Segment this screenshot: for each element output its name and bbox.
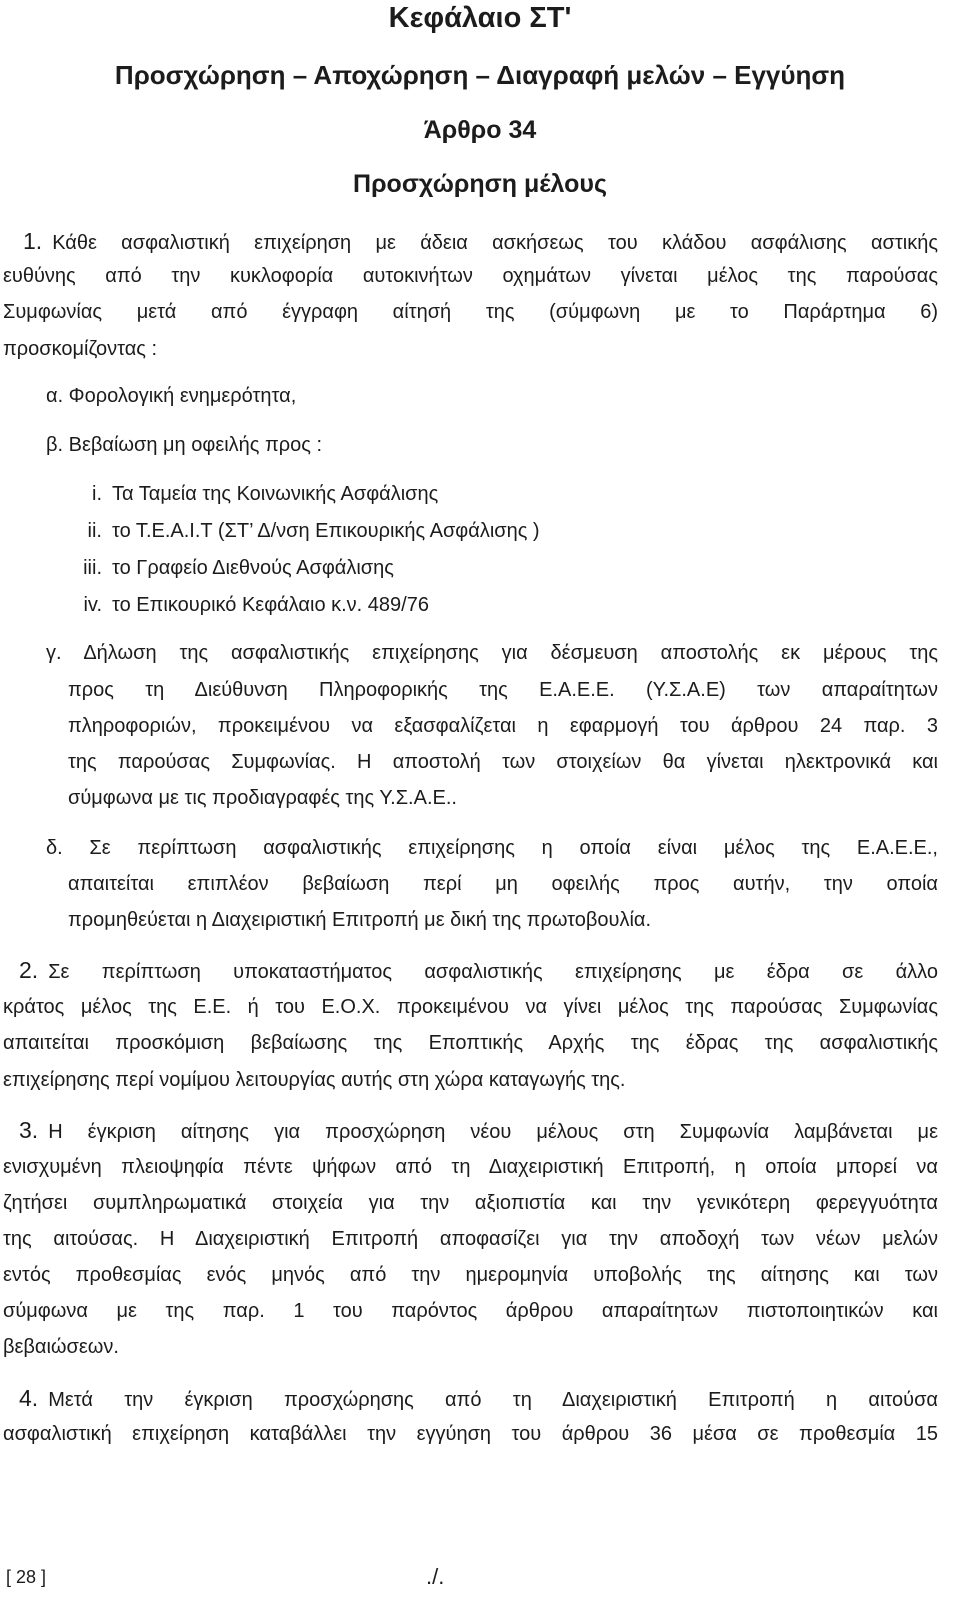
list-item-d-line: προμηθεύεται η Διαχειριστική Επιτροπή με δική της πρωτοβουλία. (68, 909, 652, 931)
list-item-d: δ. Σε περίπτωση ασφαλιστικής επιχείρησης η οποία είναι μέλος της Ε.Α.Ε.Ε., (46, 837, 938, 859)
continuation-mark: ./. (426, 1564, 445, 1589)
paragraph-number: 4. (19, 1385, 39, 1411)
paragraph-4-line: ασφαλιστική επιχείρηση καταβάλλει την εγγύηση του άρθρου 36 μέσα σε προθεσμία 15 (3, 1423, 938, 1445)
paragraph-2-line: 2. Σε περίπτωση υποκαταστήματος ασφαλιστικής επιχείρησης με έδρα σε άλλο (19, 957, 938, 983)
paragraph-number: 3. (19, 1117, 39, 1143)
paragraph-4-line: 4. Μετά την έγκριση προσχώρησης από τη Διαχειριστική Επιτροπή η αιτούσα (19, 1385, 938, 1411)
list-item-c: γ. Δήλωση της ασφαλιστικής επιχείρησης για δέσμευση αποστολής εκ μέρους της (46, 642, 938, 664)
sublist-item: i. Τα Ταμεία της Κοινωνικής Ασφάλισης (92, 483, 439, 505)
chapter-heading: Κεφάλαιο ΣΤ' (388, 2, 572, 34)
paragraph-1-line: Συμφωνίας μετά από έγγραφη αίτησή της (σύμφωνη με το Παράρτημα 6) (3, 301, 938, 323)
paragraph-3-line: της αιτούσας. Η Διαχειριστική Επιτροπή αποφασίζει για την αποδοχή των νέων μελών (3, 1228, 938, 1250)
paragraph-3-line: βεβαιώσεων. (3, 1336, 119, 1358)
list-item-c-line: της παρούσας Συμφωνίας. Η αποστολή των στοιχείων θα γίνεται ηλεκτρονικά και (68, 751, 938, 773)
paragraph-1-line: ευθύνης από την κυκλοφορία αυτοκινήτων οχημάτων γίνεται μέλος της παρούσας (3, 265, 938, 287)
paragraph-number: 2. (19, 957, 39, 983)
list-item-c-line: σύμφωνα με τις προδιαγραφές της Υ.Σ.Α.Ε.. (68, 787, 457, 809)
paragraph-3-line: 3. Η έγκριση αίτησης για προσχώρηση νέου μέλους στη Συμφωνία λαμβάνεται με (19, 1117, 938, 1143)
sublist-item: iv. το Επικουρικό Κεφάλαιο κ.ν. 489/76 (83, 594, 429, 616)
list-item-c-line: προς τη Διεύθυνση Πληροφορικής της Ε.Α.Ε.Ε. (Υ.Σ.Α.Ε) των απαραίτητων (68, 679, 938, 701)
page-number: [ 28 ] (6, 1567, 47, 1587)
article-heading: Άρθρο 34 (423, 116, 537, 144)
chapter-title: Προσχώρηση – Αποχώρηση – Διαγραφή μελών – Εγγύηση (114, 60, 846, 90)
paragraph-2-line: κράτος μέλος της Ε.Ε. ή του Ε.Ο.Χ. προκειμένου να γίνει μέλος της παρούσας Συμφωνίας (3, 996, 938, 1018)
paragraph-3-line: ζητήσει συμπληρωματικά στοιχεία για την αξιοπιστία και την γενικότερη φερεγγυότητα (3, 1192, 938, 1214)
sublist-item: iii. το Γραφείο Διεθνούς Ασφάλισης (83, 557, 394, 579)
list-item-d-line: απαιτείται επιπλέον βεβαίωση περί μη οφειλής προς αυτήν, την οποία (68, 873, 938, 895)
article-title: Προσχώρηση μέλους (353, 170, 607, 198)
paragraph-1-line: προσκομίζοντας : (3, 338, 158, 360)
list-item-c-line: πληροφοριών, προκειμένου να εξασφαλίζεται η εφαρμογή του άρθρου 24 παρ. 3 (68, 715, 938, 737)
paragraph-number: 1. (23, 228, 43, 254)
list-item-b: β. Βεβαίωση μη οφειλής προς : (46, 434, 323, 456)
paragraph-3-line: εντός προθεσμίας ενός μηνός από την ημερομηνία υποβολής της αίτησης και των (3, 1264, 938, 1286)
paragraph-3-line: σύμφωνα με της παρ. 1 του παρόντος άρθρου απαραίτητων πιστοποιητικών και (3, 1300, 938, 1322)
paragraph-3-line: ενισχυμένη πλειοψηφία πέντε ψήφων από τη Διαχειριστική Επιτροπή, η οποία μπορεί να (3, 1156, 938, 1178)
paragraph-1-line: 1. Κάθε ασφαλιστική επιχείρηση με άδεια ασκήσεως του κλάδου ασφάλισης αστικής (23, 228, 938, 254)
paragraph-2-line: απαιτείται προσκόμιση βεβαίωσης της Εποπτικής Αρχής της έδρας της ασφαλιστικής (3, 1032, 938, 1054)
list-item-a: α. Φορολογική ενημερότητα, (46, 385, 297, 407)
paragraph-2-line: επιχείρησης περί νομίμου λειτουργίας αυτής στη χώρα καταγωγής της. (3, 1069, 626, 1091)
sublist-item: ii. το Τ.Ε.Α.Ι.Τ (ΣΤ’ Δ/νση Επικουρικής Ασφάλισης ) (87, 520, 540, 542)
